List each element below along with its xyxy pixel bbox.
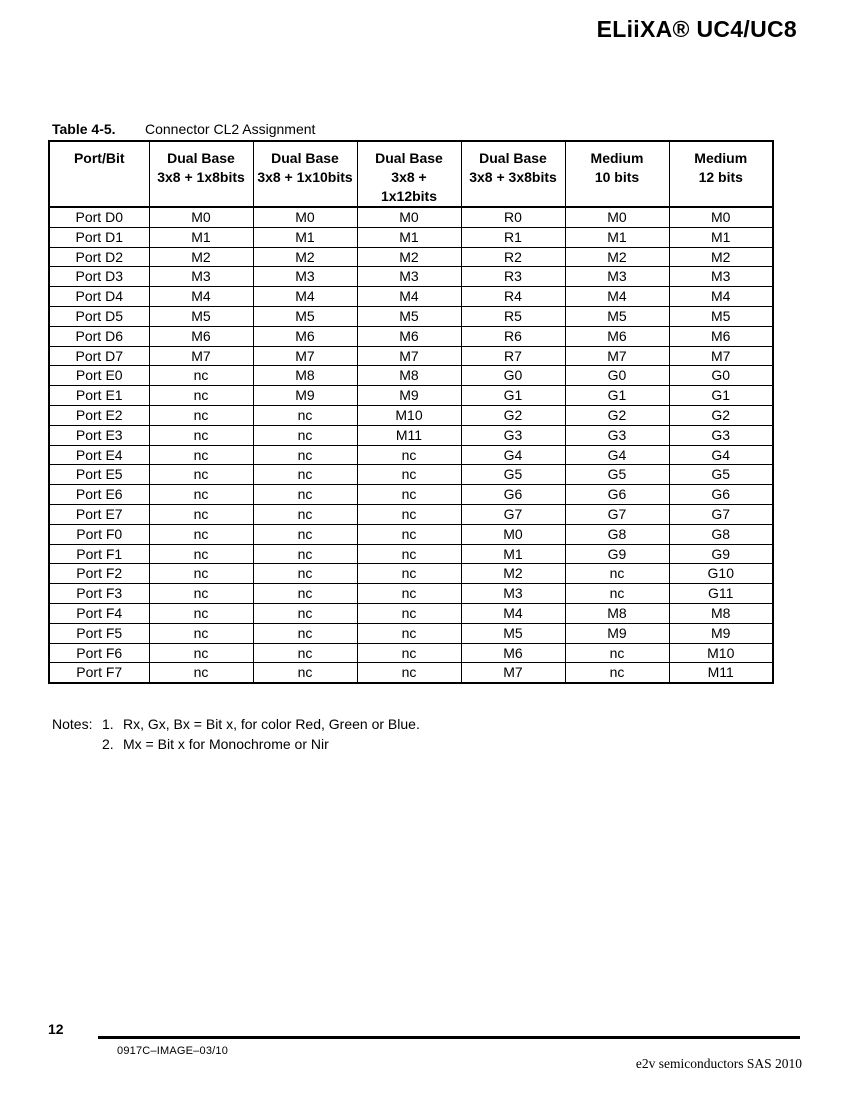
table-caption [52,121,772,137]
value-cell: nc [357,623,461,643]
value-cell: M6 [149,326,253,346]
table-row [49,405,773,425]
value-cell: nc [253,425,357,445]
value-cell: G5 [461,465,565,485]
value-cell: R4 [461,287,565,307]
value-cell: M7 [461,663,565,683]
notes-section [52,714,420,754]
value-cell: M11 [669,663,773,683]
value-cell: nc [253,504,357,524]
port-cell: Port F2 [49,564,149,584]
value-cell: M2 [149,247,253,267]
value-cell: nc [357,445,461,465]
connector-cl2-table [48,140,774,684]
value-cell: nc [253,465,357,485]
value-cell: nc [149,405,253,425]
value-cell: M3 [253,267,357,287]
value-cell: M5 [461,623,565,643]
value-cell: R6 [461,326,565,346]
table-row [49,306,773,326]
value-cell: M3 [149,267,253,287]
table-body [49,207,773,683]
value-cell: G3 [669,425,773,445]
value-cell: G8 [669,524,773,544]
value-cell: nc [149,584,253,604]
port-cell: Port F7 [49,663,149,683]
table-row [49,287,773,307]
value-cell: R2 [461,247,565,267]
value-cell: nc [357,544,461,564]
value-cell: nc [565,643,669,663]
value-cell: M0 [461,524,565,544]
value-cell: M4 [565,287,669,307]
value-cell: M1 [357,227,461,247]
value-cell: nc [149,445,253,465]
value-cell: nc [357,603,461,623]
value-cell: M2 [461,564,565,584]
value-cell: M3 [669,267,773,287]
value-cell: R1 [461,227,565,247]
value-cell: nc [565,663,669,683]
table-row [49,247,773,267]
table-row [49,485,773,505]
port-cell: Port F1 [49,544,149,564]
value-cell: G7 [669,504,773,524]
column-header: Port/Bit [49,141,149,207]
value-cell: nc [253,564,357,584]
port-cell: Port F5 [49,623,149,643]
value-cell: M9 [253,386,357,406]
value-cell: M0 [669,207,773,227]
value-cell: nc [357,663,461,683]
note-text: Rx, Gx, Bx = Bit x, for color Red, Green or Blue. [123,716,420,732]
port-cell: Port E0 [49,366,149,386]
value-cell: nc [149,485,253,505]
value-cell: G6 [461,485,565,505]
value-cell: nc [149,366,253,386]
value-cell: M7 [669,346,773,366]
value-cell: nc [357,524,461,544]
value-cell: R3 [461,267,565,287]
value-cell: nc [149,386,253,406]
value-cell: M7 [565,346,669,366]
table-row [49,386,773,406]
notes-label: Notes: [52,716,93,732]
value-cell: M6 [357,326,461,346]
value-cell: M9 [357,386,461,406]
value-cell: nc [253,544,357,564]
table-row [49,267,773,287]
value-cell: M6 [253,326,357,346]
value-cell: nc [149,663,253,683]
value-cell: nc [253,663,357,683]
value-cell: M7 [253,346,357,366]
value-cell: G2 [565,405,669,425]
value-cell: G3 [565,425,669,445]
table-head [49,141,773,207]
footer-rule [98,1036,800,1039]
value-cell: G5 [669,465,773,485]
value-cell: nc [149,524,253,544]
port-cell: Port E5 [49,465,149,485]
table-row [49,346,773,366]
note-number: 1. [102,716,114,732]
value-cell: M11 [357,425,461,445]
value-cell: M4 [253,287,357,307]
value-cell: M7 [149,346,253,366]
value-cell: G2 [669,405,773,425]
table-row [49,366,773,386]
port-cell: Port D2 [49,247,149,267]
notes-label-spacer [52,734,102,754]
value-cell: nc [357,485,461,505]
value-cell: M9 [669,623,773,643]
port-cell: Port D1 [49,227,149,247]
value-cell: M1 [149,227,253,247]
value-cell: G9 [565,544,669,564]
header-row [49,141,773,207]
table-row [49,326,773,346]
value-cell: M7 [357,346,461,366]
port-cell: Port F0 [49,524,149,544]
value-cell: G7 [461,504,565,524]
value-cell: nc [357,504,461,524]
value-cell: nc [253,405,357,425]
value-cell: M10 [357,405,461,425]
table-caption-text: Connector CL2 Assignment [145,121,316,137]
table-row [49,643,773,663]
value-cell: M10 [669,643,773,663]
value-cell: G0 [669,366,773,386]
port-cell: Port F4 [49,603,149,623]
value-cell: nc [357,584,461,604]
value-cell: R7 [461,346,565,366]
note-number: 2. [102,736,114,752]
value-cell: M6 [669,326,773,346]
value-cell: M5 [253,306,357,326]
value-cell: M4 [461,603,565,623]
port-cell: Port E7 [49,504,149,524]
value-cell: M4 [149,287,253,307]
value-cell: G5 [565,465,669,485]
value-cell: M1 [669,227,773,247]
value-cell: G0 [565,366,669,386]
value-cell: G3 [461,425,565,445]
value-cell: nc [149,504,253,524]
value-cell: nc [565,564,669,584]
value-cell: nc [253,445,357,465]
value-cell: M8 [669,603,773,623]
value-cell: M8 [357,366,461,386]
value-cell: M1 [461,544,565,564]
value-cell: M1 [565,227,669,247]
value-cell: M9 [565,623,669,643]
table-row [49,663,773,683]
value-cell: G4 [669,445,773,465]
value-cell: M4 [669,287,773,307]
value-cell: nc [149,564,253,584]
value-cell: M3 [565,267,669,287]
port-cell: Port E1 [49,386,149,406]
value-cell: M6 [461,643,565,663]
port-cell: Port D0 [49,207,149,227]
table-row [49,465,773,485]
value-cell: M1 [253,227,357,247]
value-cell: G4 [565,445,669,465]
value-cell: G4 [461,445,565,465]
port-cell: Port D7 [49,346,149,366]
value-cell: nc [149,603,253,623]
column-header: Dual Base 3x8 + 3x8bits [461,141,565,207]
value-cell: nc [253,524,357,544]
value-cell: G9 [669,544,773,564]
note-text: Mx = Bit x for Monochrome or Nir [123,736,329,752]
value-cell: M5 [149,306,253,326]
value-cell: G6 [669,485,773,505]
port-cell: Port D3 [49,267,149,287]
value-cell: G0 [461,366,565,386]
value-cell: nc [357,564,461,584]
port-cell: Port E2 [49,405,149,425]
value-cell: M3 [357,267,461,287]
value-cell: M8 [253,366,357,386]
table-row [49,227,773,247]
value-cell: G6 [565,485,669,505]
table-section [48,121,772,684]
value-cell: M6 [565,326,669,346]
table-row [49,524,773,544]
port-cell: Port E6 [49,485,149,505]
table-row [49,544,773,564]
value-cell: nc [253,643,357,663]
value-cell: M0 [565,207,669,227]
value-cell: M3 [461,584,565,604]
value-cell: M2 [669,247,773,267]
value-cell: R0 [461,207,565,227]
value-cell: G10 [669,564,773,584]
value-cell: nc [253,485,357,505]
table-label: Table 4-5. [52,121,116,137]
column-header: Dual Base 3x8 + 1x8bits [149,141,253,207]
doc-code: 0917C–IMAGE–03/10 [117,1045,229,1057]
value-cell: G1 [461,386,565,406]
port-cell: Port F3 [49,584,149,604]
column-header: Medium 10 bits [565,141,669,207]
page-number: 12 [48,1021,64,1037]
table-row [49,445,773,465]
note-item [52,734,420,754]
column-header: Medium 12 bits [669,141,773,207]
table-row [49,564,773,584]
value-cell: M8 [565,603,669,623]
value-cell: G1 [565,386,669,406]
value-cell: M2 [565,247,669,267]
value-cell: nc [357,643,461,663]
note-item [52,714,420,734]
value-cell: M5 [357,306,461,326]
value-cell: nc [149,623,253,643]
column-header: Dual Base 3x8 + 1x12bits [357,141,461,207]
port-cell: Port E4 [49,445,149,465]
value-cell: G7 [565,504,669,524]
port-cell: Port D6 [49,326,149,346]
port-cell: Port F6 [49,643,149,663]
value-cell: M2 [253,247,357,267]
value-cell: nc [149,643,253,663]
value-cell: G8 [565,524,669,544]
port-cell: Port E3 [49,425,149,445]
copyright-text: e2v semiconductors SAS 2010 [635,1056,802,1071]
value-cell: M2 [357,247,461,267]
port-cell: Port D5 [49,306,149,326]
value-cell: M0 [357,207,461,227]
value-cell: R5 [461,306,565,326]
value-cell: M0 [253,207,357,227]
value-cell: nc [253,603,357,623]
port-cell: Port D4 [49,287,149,307]
value-cell: nc [565,584,669,604]
value-cell: nc [253,584,357,604]
table-row [49,584,773,604]
value-cell: M0 [149,207,253,227]
table-row [49,623,773,643]
value-cell: nc [253,623,357,643]
value-cell: nc [149,544,253,564]
value-cell: G2 [461,405,565,425]
value-cell: G11 [669,584,773,604]
table-row [49,425,773,445]
value-cell: M4 [357,287,461,307]
table-row [49,603,773,623]
table-row [49,207,773,227]
value-cell: M5 [565,306,669,326]
doc-title: ELiiXA® UC4/UC8 [596,16,797,42]
table-row [49,504,773,524]
value-cell: nc [149,425,253,445]
value-cell: G1 [669,386,773,406]
value-cell: M5 [669,306,773,326]
column-header: Dual Base 3x8 + 1x10bits [253,141,357,207]
value-cell: nc [357,465,461,485]
value-cell: nc [149,465,253,485]
